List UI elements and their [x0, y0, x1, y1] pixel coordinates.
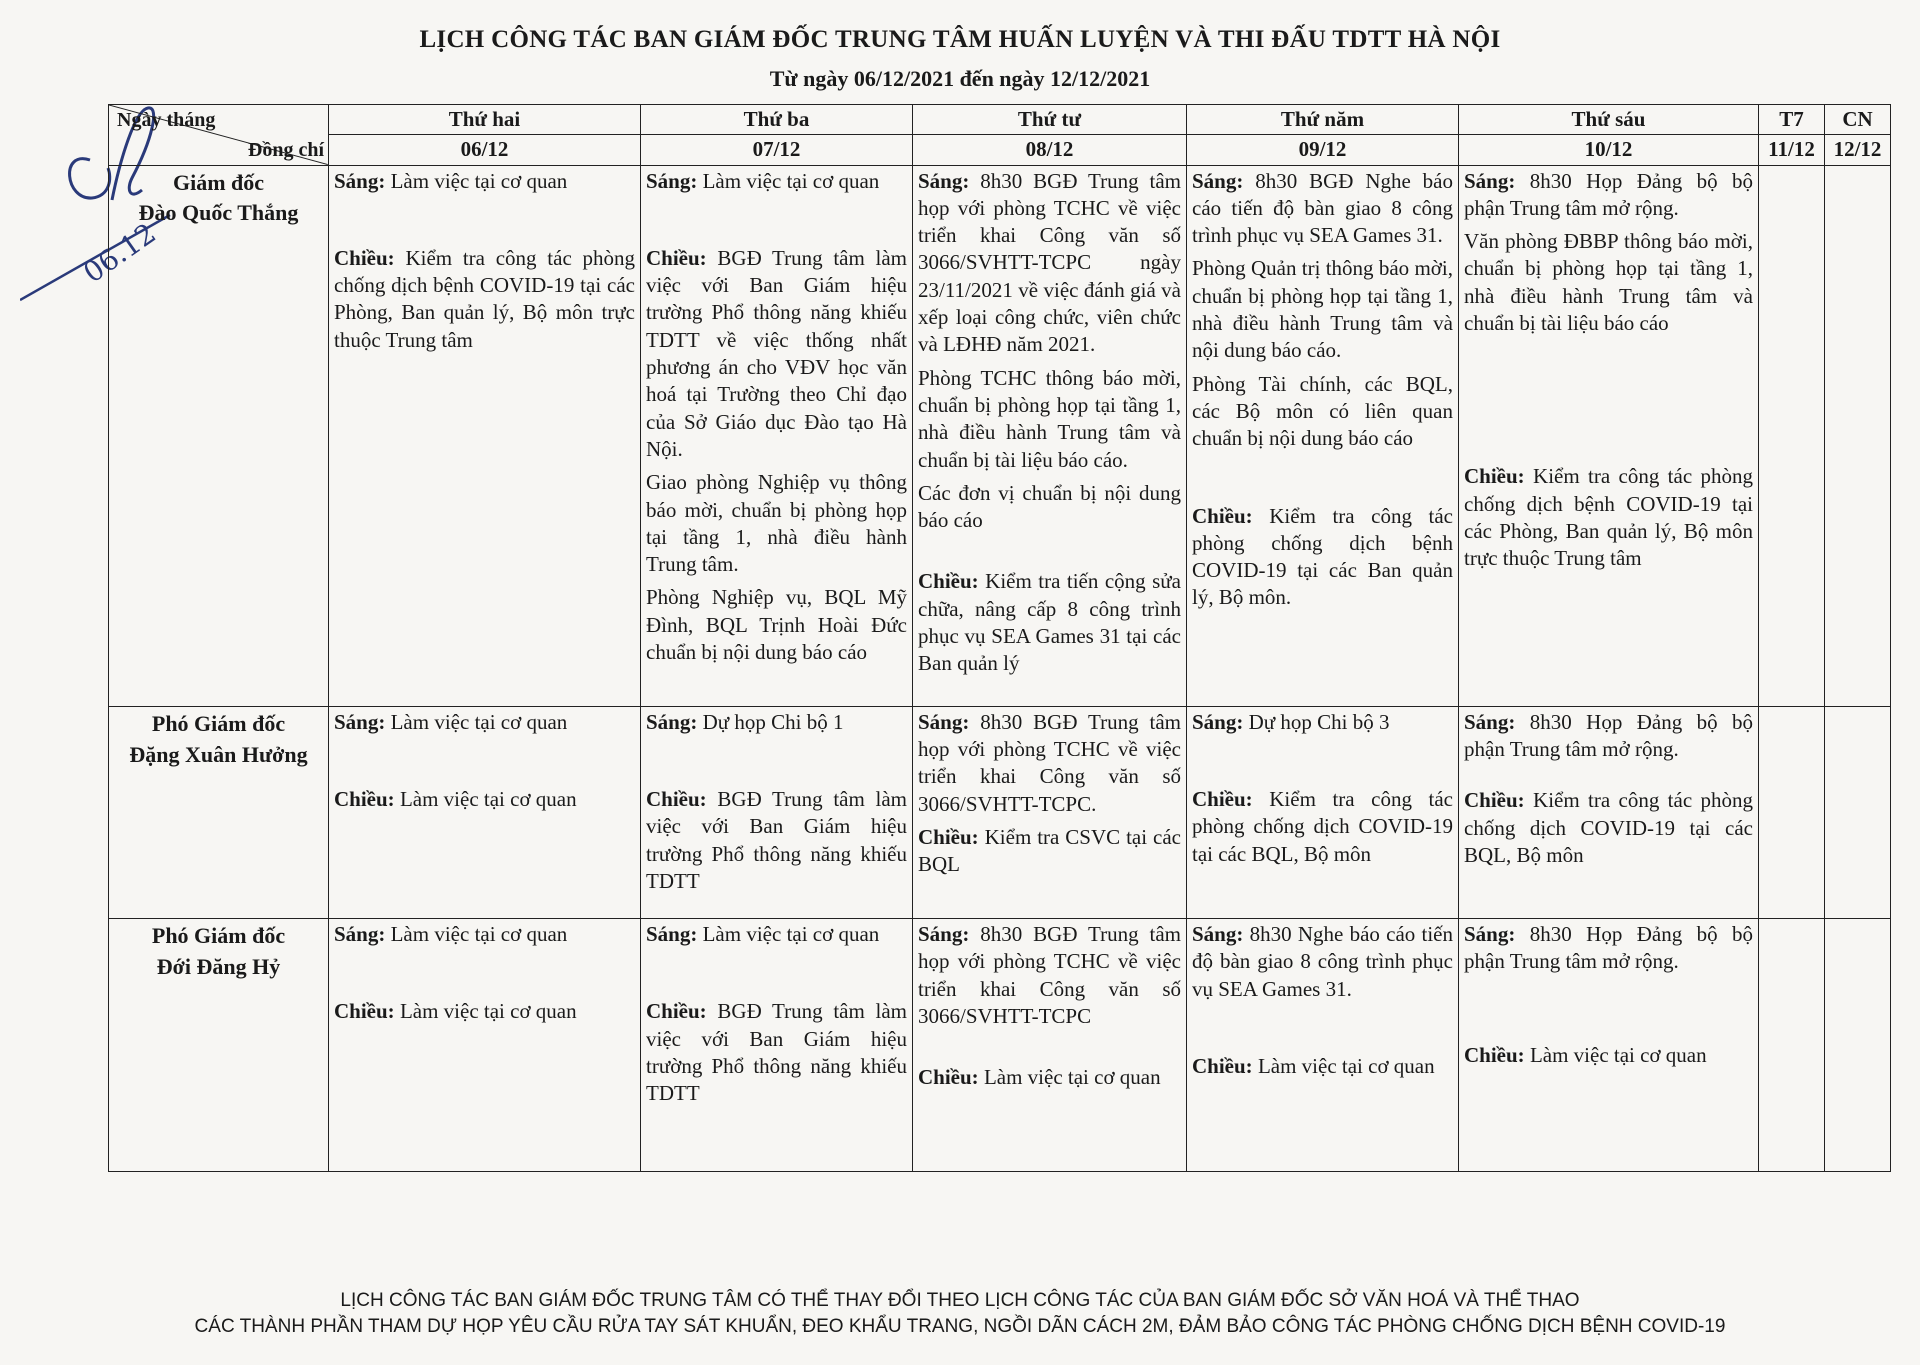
- schedule-cell: Sáng: 8h30 Họp Đảng bộ bộ phận Trung tâm mở rộng. Văn phòng ĐBBP thông báo mời, chuẩn bị phòng họp tại tầng 1, nhà điều hành Trung tâm và chuẩn bị tài liệu báo cáo Chiều: Kiểm tra công tác phòng chống dịch bệnh COVID-19 tại các Phòng, Ban quản lý, Bộ môn trực thuộc Trung tâm: [1459, 165, 1759, 706]
- date-range: Từ ngày 06/12/2021 đến ngày 12/12/2021: [769, 66, 1151, 91]
- schedule-cell-empty: [1825, 706, 1891, 918]
- schedule-cell: Sáng: Làm việc tại cơ quan Chiều: BGĐ Trung tâm làm việc với Ban Giám hiệu trường Phổ thông năng khiếu TDTT về việc thống nhất phương án cho VĐV học văn hoá tại Trường theo Chỉ đạo của Sở Giáo dục Đào tạo Hà Nội. Giao phòng Nghiệp vụ thông báo mời, chuẩn bị phòng họp tại tầng 1, nhà điều hành Trung tâm. Phòng Nghiệp vụ, BQL Mỹ Đình, BQL Trịnh Hoài Đức chuẩn bị nội dung báo cáo: [641, 165, 913, 706]
- day-name-thu: Thứ năm: [1187, 105, 1459, 135]
- footer-note-2: CÁC THÀNH PHẦN THAM DỰ HỌP YÊU CẦU RỬA TAY SÁT KHUẨN, ĐEO KHẨU TRANG, NGỒI DÃN CÁCH 2M, ĐẢM BẢO CÔNG TÁC PHÒNG CHỐNG DỊCH BỆNH COVID-19: [194, 1316, 1726, 1337]
- person-cell: [109, 919, 329, 1172]
- schedule-cell: Sáng: Làm việc tại cơ quan Chiều: Làm việc tại cơ quan: [329, 919, 641, 1172]
- day-date-tue: 07/12: [641, 135, 913, 165]
- schedule-cell-empty: [1825, 919, 1891, 1172]
- schedule-cell: Sáng: 8h30 BGĐ Trung tâm họp với phòng TCHC về việc triển khai Công văn số 3066/SVHTT-TCPC. Chiều: Kiểm tra CSVC tại các BQL: [913, 706, 1187, 918]
- person-cell: [109, 165, 329, 706]
- schedule-table: [108, 104, 1891, 1172]
- day-date-sun: 12/12: [1825, 135, 1891, 165]
- table-row: [109, 165, 1891, 706]
- schedule-cell: Sáng: 8h30 BGĐ Nghe báo cáo tiến độ bàn giao 8 công trình phục vụ SEA Games 31. Phòng Quản trị thông báo mời, chuẩn bị phòng họp tại tầng 1, nhà điều hành Trung tâm và nội dung báo cáo. Phòng Tài chính, các BQL, các Bộ môn có liên quan chuẩn bị nội dung báo cáo Chiều: Kiểm tra công tác phòng chống dịch bệnh COVID-19 tại các Ban quản lý, Bộ môn.: [1187, 165, 1459, 706]
- signature-date: 06.12: [77, 216, 162, 290]
- day-name-sat: T7: [1759, 105, 1825, 135]
- corner-person-label: Đồng chí: [247, 138, 324, 161]
- schedule-cell: Sáng: Dự họp Chi bộ 1 Chiều: BGĐ Trung tâm làm việc với Ban Giám hiệu trường Phổ thông năng khiếu TDTT: [641, 706, 913, 918]
- table-row: [109, 919, 1891, 1172]
- day-name-fri: Thứ sáu: [1459, 105, 1759, 135]
- corner-date-label: Ngày tháng: [117, 109, 216, 131]
- corner-header: [109, 105, 329, 166]
- day-date-mon: 06/12: [329, 135, 641, 165]
- footer-note-1: LỊCH CÔNG TÁC BAN GIÁM ĐỐC TRUNG TÂM CÓ THỂ THAY ĐỔI THEO LỊCH CÔNG TÁC CỦA BAN GIÁM ĐỐC SỞ VĂN HOÁ VÀ THỂ THAO: [340, 1290, 1580, 1311]
- day-name-wed: Thứ tư: [913, 105, 1187, 135]
- person-title: Phó Giám đốc: [151, 923, 286, 949]
- day-date-wed: 08/12: [913, 135, 1187, 165]
- person-title: Phó Giám đốc: [151, 710, 286, 736]
- page-title: LỊCH CÔNG TÁC BAN GIÁM ĐỐC TRUNG TÂM HUẤN LUYỆN VÀ THI ĐẤU TDTT HÀ NỘI: [419, 26, 1501, 53]
- schedule-cell-empty: [1759, 706, 1825, 918]
- schedule-cell: Sáng: 8h30 Nghe báo cáo tiến độ bàn giao 8 công trình phục vụ SEA Games 31. Chiều: Làm việc tại cơ quan: [1187, 919, 1459, 1172]
- schedule-cell: Sáng: 8h30 BGĐ Trung tâm họp với phòng TCHC về việc triển khai Công văn số 3066/SVHTT-TCPC Chiều: Làm việc tại cơ quan: [913, 919, 1187, 1172]
- person-name: Đào Quốc Thắng: [138, 200, 299, 226]
- schedule-cell: Sáng: Dự họp Chi bộ 3 Chiều: Kiểm tra công tác phòng chống dịch COVID-19 tại các BQL, Bộ môn: [1187, 706, 1459, 918]
- person-title: Giám đốc: [172, 169, 265, 195]
- person-cell: [109, 706, 329, 918]
- day-date-thu: 09/12: [1187, 135, 1459, 165]
- schedule-cell: Sáng: Làm việc tại cơ quan Chiều: BGĐ Trung tâm làm việc với Ban Giám hiệu trường Phổ thông năng khiếu TDTT: [641, 919, 913, 1172]
- table-row: [109, 706, 1891, 918]
- day-date-fri: 10/12: [1459, 135, 1759, 165]
- schedule-cell-empty: [1759, 919, 1825, 1172]
- person-name: Đặng Xuân Hưởng: [129, 741, 308, 767]
- schedule-cell: Sáng: 8h30 Họp Đảng bộ bộ phận Trung tâm mở rộng. Chiều: Làm việc tại cơ quan: [1459, 919, 1759, 1172]
- person-name: Đới Đăng Hỷ: [156, 953, 281, 979]
- schedule-cell: Sáng: 8h30 BGĐ Trung tâm họp với phòng TCHC về việc triển khai Công văn số 3066/SVHTT-TCPC ngày 23/11/2021 về việc đánh giá và xếp loại công chức, viên chức và LĐHĐ năm 2021. Phòng TCHC thông báo mời, chuẩn bị phòng họp tại tầng 1, nhà điều hành Trung tâm và chuẩn bị tài liệu báo cáo. Các đơn vị chuẩn bị nội dung báo cáo Chiều: Kiểm tra tiến cộng sửa chữa, nâng cấp 8 công trình phục vụ SEA Games 31 tại các Ban quản lý: [913, 165, 1187, 706]
- schedule-cell-empty: [1759, 165, 1825, 706]
- day-name-mon: Thứ hai: [329, 105, 641, 135]
- schedule-cell: Sáng: 8h30 Họp Đảng bộ bộ phận Trung tâm mở rộng. Chiều: Kiểm tra công tác phòng chống dịch COVID-19 tại các BQL, Bộ môn: [1459, 706, 1759, 918]
- schedule-cell: Sáng: Làm việc tại cơ quan Chiều: Làm việc tại cơ quan: [329, 706, 641, 918]
- day-date-sat: 11/12: [1759, 135, 1825, 165]
- schedule-cell-empty: [1825, 165, 1891, 706]
- day-name-tue: Thứ ba: [641, 105, 913, 135]
- schedule-cell: Sáng: Làm việc tại cơ quan Chiều: Kiểm tra công tác phòng chống dịch bệnh COVID-19 tại các Phòng, Ban quản lý, Bộ môn trực thuộc Trung tâm: [329, 165, 641, 706]
- day-name-sun: CN: [1825, 105, 1891, 135]
